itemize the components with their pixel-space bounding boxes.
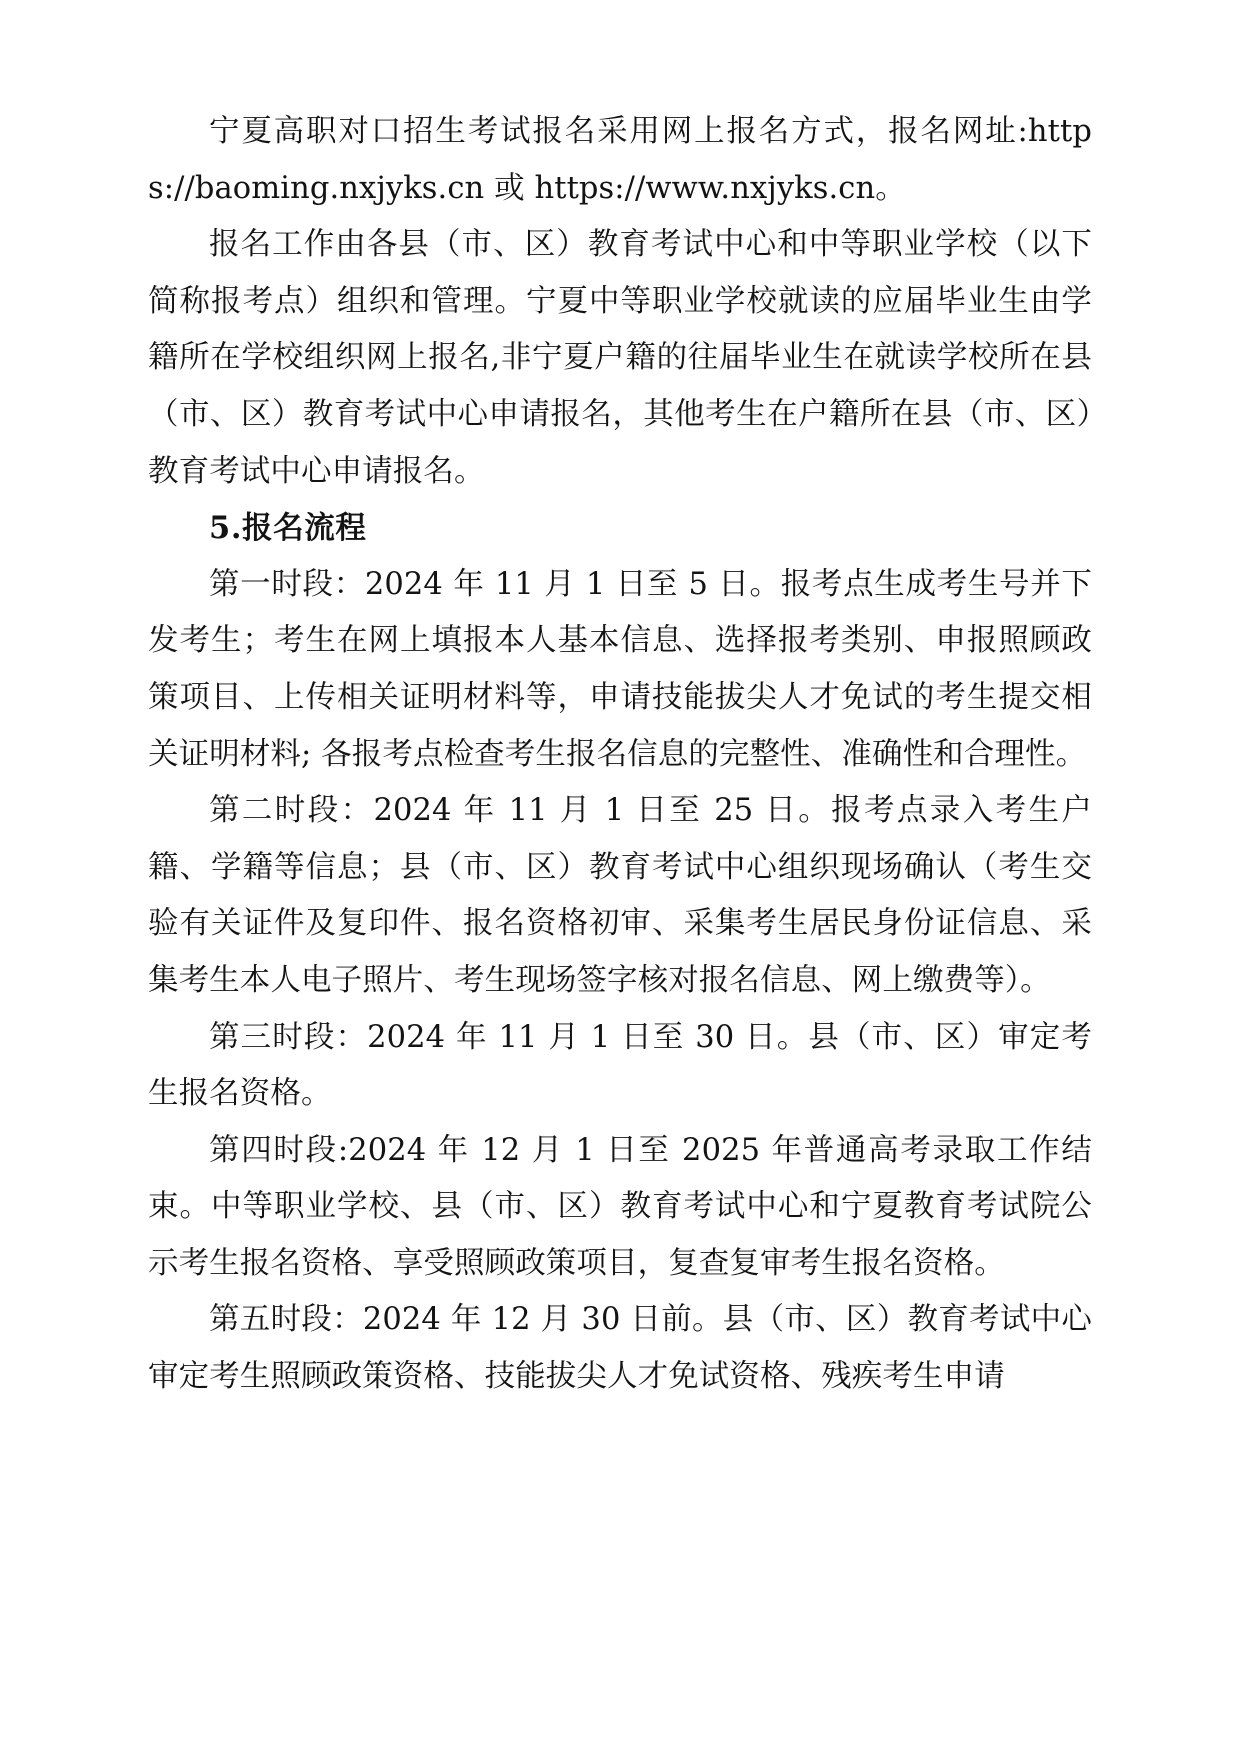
paragraph-stage-4: 第四时段:2024 年 12 月 1 日至 2025 年普通高考录取工作结束。中等职业学校、县（市、区）教育考试中心和宁夏教育考试院公示考生报名资格、享受照顾政策项目，复查复审考生报名资格。 <box>148 1132 1092 1281</box>
paragraph-stage-1: 第一时段：2024 年 11 月 1 日至 5 日。报考点生成考生号并下发考生；考生在网上填报本人基本信息、选择报考类别、申报照顾政策项目、上传相关证明材料等，申请技能拔尖人才免试的考生提交相关证明材料; 各报考点检查考生报名信息的完整性、准确性和合理性。 <box>148 566 1092 772</box>
paragraph-online-registration: 宁夏高职对口招生考试报名采用网上报名方式，报名网址:https://baoming.nxjyks.cn 或 https://www.nxjyks.cn。 <box>148 114 1092 206</box>
paragraph-organization: 报名工作由各县（市、区）教育考试中心和中等职业学校（以下简称报考点）组织和管理。宁夏中等职业学校就读的应届毕业生由学籍所在学校组织网上报名,非宁夏户籍的往届毕业生在就读学校所在县（市、区）教育考试中心申请报名，其他考生在户籍所在县（市、区）教育考试中心申请报名。 <box>148 227 1092 489</box>
paragraph-stage-5: 第五时段：2024 年 12 月 30 日前。县（市、区）教育考试中心审定考生照顾政策资格、技能拔尖人才免试资格、残疾考生申请 <box>148 1302 1092 1395</box>
paragraph-stage-2: 第二时段：2024 年 11 月 1 日至 25 日。报考点录入考生户籍、学籍等信息；县（市、区）教育考试中心组织现场确认（考生交验有关证件及复印件、报名资格初审、采集考生居民身份证信息、采集考生本人电子照片、考生现场签字核对报名信息、网上缴费等）。 <box>148 793 1092 998</box>
paragraph-stage-3: 第三时段：2024 年 11 月 1 日至 30 日。县（市、区）审定考生报名资格。 <box>148 1019 1092 1112</box>
section-heading-registration-process: 5.报名流程 <box>209 510 367 547</box>
document-text-body <box>148 104 1092 1406</box>
